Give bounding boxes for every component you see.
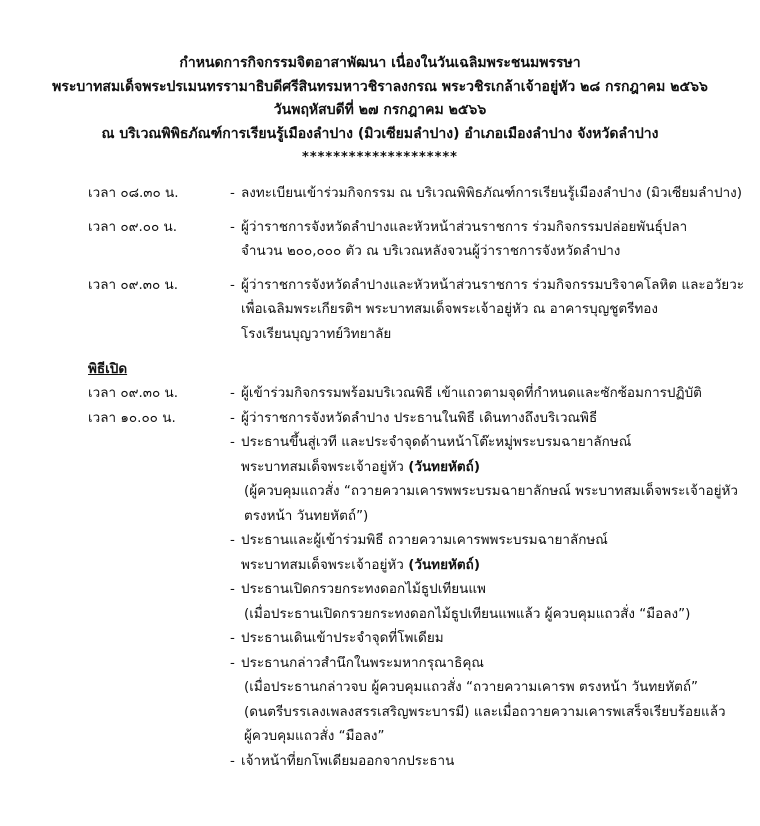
item-text-plain: พระบาทสมเด็จพระเจ้าอยู่หัว — [241, 556, 409, 573]
item-text-continued — [241, 553, 738, 578]
item-text-continued: จำนวน ๒๐๐,๐๐๐ ตัว ณ บริเวณหลังจวนผู้ว่าราชการจังหวัดลำปาง — [241, 243, 621, 259]
item-note: ตรงหน้า วันทยหัตถ์”) — [244, 507, 369, 524]
item-text: ประธานเดินเข้าประจำจุดที่โพเดียม — [241, 630, 444, 646]
item-text: ผู้ว่าราชการจังหวัดลำปาง ประธานในพิธี เดินทางถึงบริเวณพิธี — [241, 409, 598, 426]
item-text-continued: เพื่อเฉลิมพระเกียรติฯ พระบาทสมเด็จพระเจ้าอยู่หัว ณ อาคารบุญชูตรีทอง — [241, 301, 658, 317]
schedule-subitem — [88, 430, 738, 528]
schedule-subitem — [88, 528, 738, 577]
item-note: ผู้ควบคุมแถวสั่ง “มือลง” — [244, 728, 385, 744]
item-bullet: - — [230, 385, 235, 401]
item-text-bold: (วันทยหัตถ์) — [408, 556, 480, 573]
item-text: เจ้าหน้าที่ยกโพเดียมออกจากประธาน — [241, 752, 455, 769]
schedule-item — [88, 273, 745, 347]
document-header — [40, 52, 720, 169]
item-note: (ดนตรีบรรเลงเพลงสรรเสริญพระบารมี) และเมื่อถวายความเคารพเสร็จเรียบร้อยแล้ว — [244, 703, 726, 720]
schedule-subitem — [88, 749, 738, 774]
item-bullet: - — [230, 581, 235, 597]
item-text-plain: พระบาทสมเด็จพระเจ้าอยู่หัว — [241, 458, 409, 475]
item-bullet: - — [230, 752, 235, 769]
item-text: ผู้ว่าราชการจังหวัดลำปางและหัวหน้าส่วนราชการ ร่วมกิจกรรมปล่อยพันธุ์ปลา — [241, 218, 688, 235]
schedule-item — [88, 181, 743, 206]
item-text-bold: (วันทยหัตถ์) — [408, 458, 480, 475]
title-venue: ณ บริเวณพิพิธภัณฑ์การเรียนรู้เมืองลำปาง (มิวเซียมลำปาง) อำเภอเมืองลำปาง จังหวัดลำปาง — [101, 125, 659, 142]
item-bullet: - — [230, 630, 235, 646]
item-time: เวลา ๑๐.๐๐ น. — [88, 409, 176, 426]
item-time: เวลา ๐๙.๐๐ น. — [88, 218, 178, 235]
item-note: (เมื่อประธานกล่าวจบ ผู้ควบคุมแถวสั่ง “ถวายความเคารพ ตรงหน้า วันทยหัตถ์” — [244, 679, 699, 695]
schedule-subitem — [88, 577, 738, 626]
item-bullet: - — [230, 276, 235, 293]
item-bullet: - — [230, 409, 235, 426]
item-bullet: - — [230, 654, 235, 671]
item-text: ประธานขึ้นสู่เวที และประจำจุดด้านหน้าโต๊ะหมู่พระบรมฉายาลักษณ์ — [241, 434, 632, 450]
schedule-item — [88, 215, 738, 264]
item-time: เวลา ๐๘.๓๐ น. — [88, 185, 179, 201]
item-text: ประธานกล่าวสำนึกในพระมหากรุณาธิคุณ — [241, 654, 484, 671]
schedule-item — [88, 381, 738, 406]
item-text-continued — [241, 455, 738, 480]
item-note: (ผู้ควบคุมแถวสั่ง “ถวายความเคารพพระบรมฉายาลักษณ์ พระบาทสมเด็จพระเจ้าอยู่หัว — [244, 483, 739, 499]
item-text: ผู้ว่าราชการจังหวัดลำปางและหัวหน้าส่วนราชการ ร่วมกิจกรรมบริจาคโลหิต และอวัยวะ — [241, 276, 745, 293]
item-time: เวลา ๐๙.๓๐ น. — [88, 276, 179, 293]
separator-stars: ******************** — [302, 150, 458, 165]
item-time: เวลา ๐๙.๓๐ น. — [88, 385, 179, 401]
item-text: ผู้เข้าร่วมกิจกรรมพร้อมบริเวณพิธี เข้าแถวตามจุดที่กำหนดและซักซ้อมการปฏิบัติ — [241, 385, 702, 401]
schedule-subitem — [88, 626, 738, 651]
schedule-subitem — [88, 651, 738, 749]
item-text: ประธานเปิดกรวยกระทงดอกไม้ธูปเทียนแพ — [241, 581, 486, 597]
title-line-1: กำหนดการกิจกรรมจิตอาสาพัฒนา เนื่องในวันเฉลิมพระชนมพรรษา — [179, 55, 581, 71]
item-note: (เมื่อประธานเปิดกรวยกระทงดอกไม้ธูปเทียนแพแล้ว ผู้ควบคุมแถวสั่ง “มือลง”) — [244, 605, 691, 622]
section-title-opening-ceremony: พิธีเปิด — [88, 361, 128, 377]
item-bullet: - — [230, 434, 235, 450]
title-line-2: พระบาทสมเด็จพระปรเมนทรรามาธิบดีศรีสินทรมหาวชิราลงกรณ พระวชิรเกล้าเจ้าอยู่หัว ๒๘ กรกฎาคม ๒๕๖๖ — [52, 78, 708, 95]
item-text-continued: โรงเรียนบุญวาทย์วิทยาลัย — [241, 325, 392, 342]
schedule — [88, 181, 745, 773]
schedule-item — [88, 406, 738, 431]
item-bullet: - — [230, 185, 235, 201]
item-bullet: - — [230, 218, 235, 235]
item-text: ลงทะเบียนเข้าร่วมกิจกรรม ณ บริเวณพิพิธภัณฑ์การเรียนรู้เมืองลำปาง (มิวเซียมลำปาง) — [241, 185, 743, 201]
title-date: วันพฤหัสบดีที่ ๒๗ กรกฎาคม ๒๕๖๖ — [273, 102, 487, 118]
item-text: ประธานและผู้เข้าร่วมพิธี ถวายความเคารพพระบรมฉายาลักษณ์ — [241, 532, 608, 548]
item-bullet: - — [230, 532, 235, 548]
